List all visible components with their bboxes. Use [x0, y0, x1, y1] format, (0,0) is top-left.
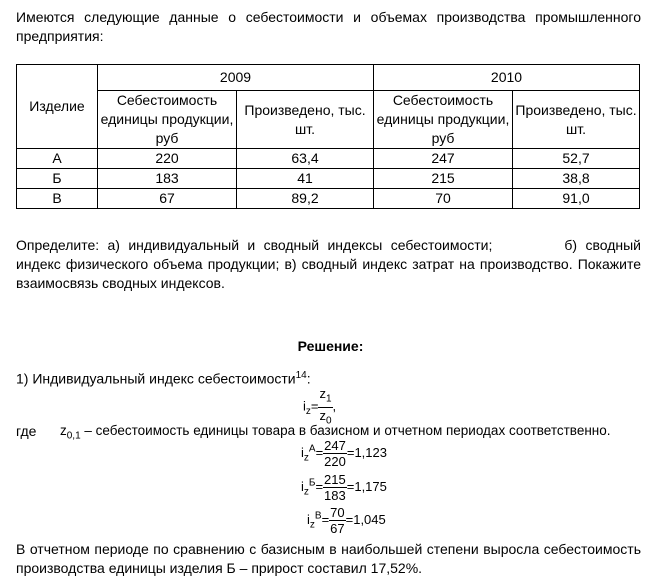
header-year-2010: 2010: [374, 65, 640, 91]
solution-title: Решение:: [297, 338, 364, 354]
formula-den-sub: 0: [325, 415, 332, 427]
formula-num-sub: 1: [325, 393, 332, 405]
table-row: [17, 189, 640, 209]
cell-cost0: 220: [98, 149, 237, 169]
formula-den: z: [319, 407, 326, 423]
calc-result: =1,175: [346, 478, 387, 494]
where-label: где: [16, 423, 37, 439]
cell-cost1: 215: [374, 169, 513, 189]
table-row: [17, 149, 640, 169]
formula-lhs: i: [303, 398, 306, 414]
cell-prod0: 41: [237, 169, 374, 189]
calc-num: 70: [330, 505, 345, 520]
header-cost-2009: Себестоимость единицы продукции, руб: [98, 91, 237, 149]
cell-prod1: 91,0: [513, 189, 640, 209]
calc-sup: Б: [308, 477, 316, 489]
header-cost-2010: Себестоимость единицы продукции, руб: [374, 91, 513, 149]
calc-den: 220: [324, 454, 346, 469]
formula-eq: =: [310, 398, 319, 414]
cell-prod1: 38,8: [513, 169, 640, 189]
where-symbol: z: [60, 423, 67, 438]
header-produced-2009: Произведено, тыс. шт.: [237, 91, 374, 149]
cell-item: А: [17, 149, 98, 169]
cell-cost1: 247: [374, 149, 513, 169]
footnote-mark: 14: [295, 370, 307, 381]
header-year-2009: 2009: [98, 65, 374, 91]
task-paragraph: [16, 236, 641, 293]
cell-item: Б: [17, 169, 98, 189]
data-table: [16, 64, 640, 209]
calc-c: $i_z^В=$ $\frac{70}{67}$ =1,045: [307, 505, 386, 536]
cell-cost1: 70: [374, 189, 513, 209]
cell-prod1: 52,7: [513, 149, 640, 169]
step1-text: 1) Индивидуальный индекс себестоимости: [16, 370, 296, 387]
calc-b: $i_z^Б=$ $\frac{215}{183}$ =1,175: [301, 472, 387, 503]
cell-item: В: [17, 189, 98, 209]
step1-colon: :: [306, 370, 311, 387]
calc-result: =1,123: [346, 444, 387, 460]
cell-cost0: 67: [98, 189, 237, 209]
calc-sup: А: [308, 443, 316, 455]
cell-prod0: 63,4: [237, 149, 374, 169]
header-item: Изделие: [17, 65, 98, 149]
formula-fraction: [318, 386, 332, 428]
intro-paragraph: Имеются следующие данные о себестоимости и объемах производства промышленного предприятия:: [16, 9, 641, 44]
formula-tail: ,: [332, 398, 337, 414]
where-text: – себестоимость единицы товара в базисном и отчетном периодах соответственно.: [80, 423, 611, 438]
calc-result: =1,045: [345, 511, 386, 527]
cell-prod0: 89,2: [237, 189, 374, 209]
task-part-a: Определите: а) индивидуальный и сводный индексы себестоимости;: [16, 237, 493, 253]
calc-num: 215: [324, 472, 346, 487]
conclusion-paragraph: В отчетном периоде по сравнению с базисным в наибольшей степени выросла себестоимость производства единицы изделия Б – прирост составил 17,52%.: [16, 541, 641, 576]
general-formula: [303, 386, 336, 428]
task-part-b: б) сводный индекс физического объема продукции; в) сводный индекс затрат на производство. Покажите взаимосвязь сводных индексов.: [16, 237, 641, 291]
calc-den: 67: [330, 521, 345, 536]
calc-a: $i_z^А=$ $\frac{247}{220}$ =1,123: [301, 438, 387, 469]
table-row: [17, 169, 640, 189]
calc-den: 183: [324, 488, 346, 503]
formula-lhs-sub: z: [305, 406, 311, 418]
header-produced-2010: Произведено, тыс. шт.: [513, 91, 640, 149]
step1-heading: [16, 366, 311, 389]
cell-cost0: 183: [98, 169, 237, 189]
calc-num: 247: [324, 438, 346, 453]
calc-sup: В: [314, 510, 322, 522]
where-symbol-sub: 0,1: [66, 430, 81, 442]
formula-num: z: [319, 386, 326, 401]
